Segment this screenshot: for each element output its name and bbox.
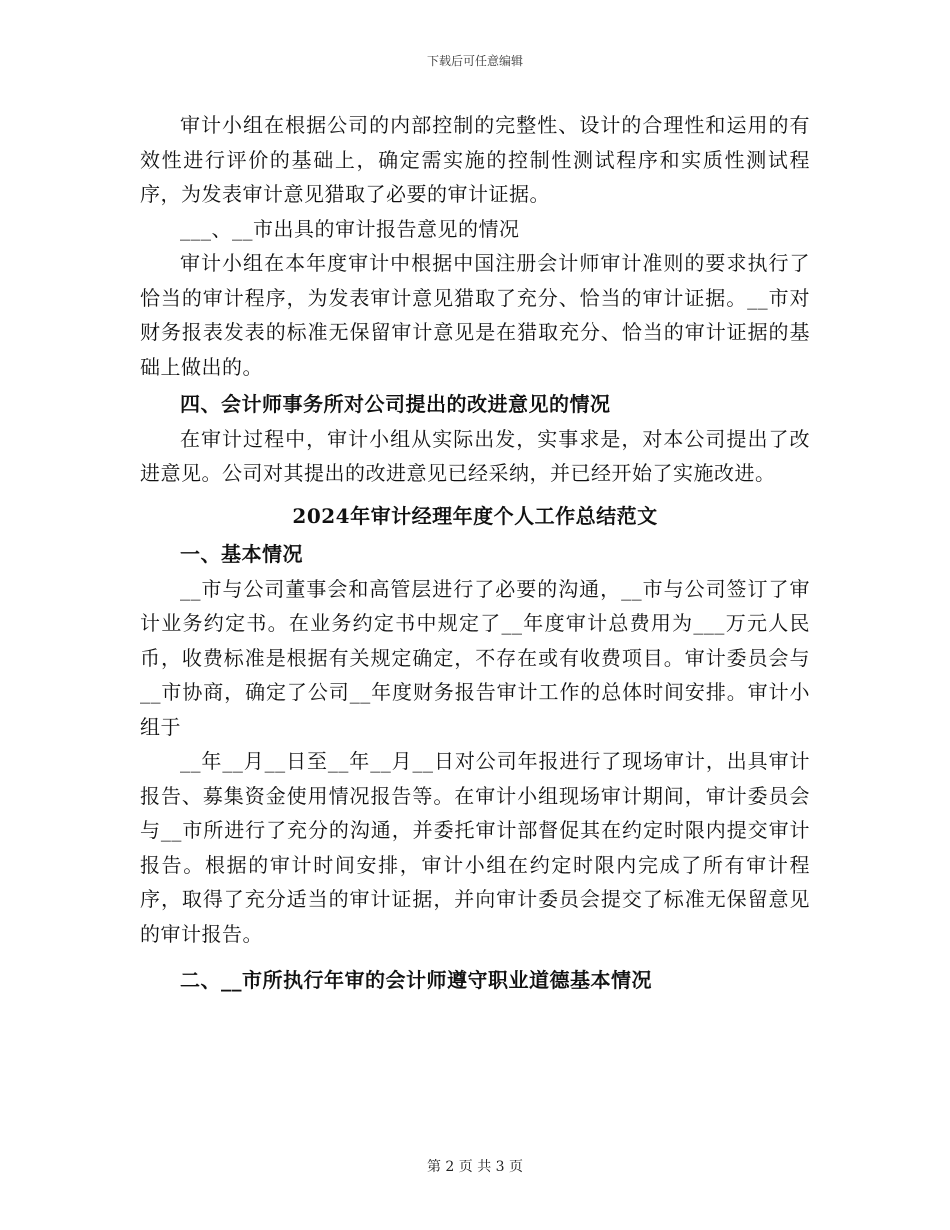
paragraph-engagement-letter: __市与公司董事会和高管层进行了必要的沟通，__市与公司签订了审计业务约定书。在业务约定书中规定了__年度审计总费用为___万元人民币，收费标准是根据有关规定确定，不存在或有收费项目。审计委员会与__市协商，确定了公司__年度财务报告审计工作的总体时间安排。审计小组于 (140, 576, 810, 739)
section-heading-professional-ethics: 二、__市所执行年审的会计师遵守职业道德基本情况 (180, 968, 652, 992)
paragraph-improvement-adopted: 在审计过程中，审计小组从实际出发，实事求是，对本公司提出了改进意见。公司对其提出的改进意见已经采纳，并已经开始了实施改进。 (140, 426, 810, 485)
paragraph-control-testing: 审计小组在根据公司的内部控制的完整性、设计的合理性和运用的有效性进行评价的基础上，确定需实施的控制性测试程序和实质性测试程序，为发表审计意见猎取了必要的审计证据。 (140, 113, 810, 206)
paragraph-onsite-audit: __年__月__日至__年__月__日对公司年报进行了现场审计，出具审计报告、募集资金使用情况报告等。在审计小组现场审计期间，审计委员会与__市所进行了充分的沟通，并委托审计部督促其在约定时限内提交审计报告。根据的审计时间安排，审计小组在约定时限内完成了所有审计程序，取得了充分适当的审计证据，并向审计委员会提交了标准无保留意见的审计报告。 (140, 749, 810, 946)
document-title: 2024年审计经理年度个人工作总结范文 (292, 503, 658, 528)
section-heading-improvement-suggestions: 四、会计师事务所对公司提出的改进意见的情况 (180, 392, 611, 416)
section-heading-audit-report-opinion: ___、__市出具的审计报告意见的情况 (180, 216, 520, 241)
document-body (140, 108, 810, 998)
page-number: 第 2 页 共 3 页 (426, 1159, 524, 1175)
paragraph-audit-procedures: 审计小组在本年度审计中根据中国注册会计师审计准则的要求执行了恰当的审计程序，为发表审计意见猎取了充分、恰当的审计证据。__市对财务报表发表的标准无保留审计意见是在猎取充分、恰当的审计证据的基础上做出的。 (140, 251, 810, 379)
page-header: 下载后可任意编辑 (426, 54, 523, 68)
section-heading-basic-situation: 一、基本情况 (180, 542, 303, 566)
